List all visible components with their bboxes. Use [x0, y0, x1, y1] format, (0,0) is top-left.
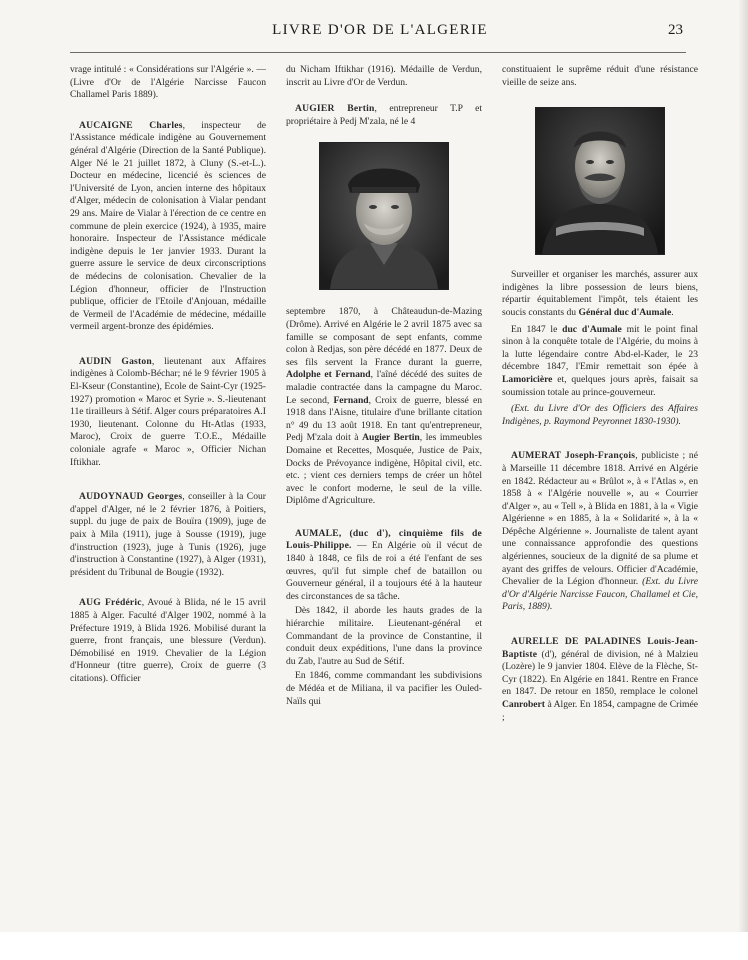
portrait-augier-image — [320, 143, 448, 289]
entry-aurelle — [502, 636, 698, 724]
entry-text: , les immeubles Domaine et Recettes, Mosquée, Justice de Paix, Docks de Prévoyance indigène, Hôpital civil, etc. etc. ; vient ces derniers temps de créer un hôtel avec le confort moderne, le seul de la ville. Diplôme d'Agriculture. — [286, 432, 482, 507]
column-right — [502, 64, 698, 732]
entry-augier-body — [286, 306, 482, 508]
entry-aumale — [286, 528, 482, 604]
column-left — [70, 64, 266, 694]
entry-text: mit le point final sinon à la conquête totale de l'Algérie, du moins à la lutte légendaire contre Abd-el-Kader, le 23 décembre 1847, l'Emir remettait son épée à — [502, 323, 698, 373]
entry-text-bold: Canrobert — [502, 699, 545, 710]
entry-text: Dès 1842, il aborde les hauts grades de la hiérarchie militaire. Lieutenant-général et Commandant de la province de Constantine, il conduit deux expéditions, l'une dans la province du Zab, l'autre au Sud de Sétif. — [286, 605, 482, 667]
entry-name: AUCAIGNE Charles — [79, 119, 183, 131]
entry-text-bold: Adolphe et Fernand — [286, 369, 371, 381]
entry-text-bold: Augier Bertin — [362, 432, 420, 444]
entry-text: , entrepreneur T.P et propriétaire à Pedj M'zala, né le 4 — [286, 103, 482, 127]
continuation-text: vrage intitulé : « Considérations sur l'Algérie ». — (Livre d'Or de l'Algérie Narcisse Faucon Challamel Paris 1889). — [70, 64, 266, 101]
portrait-augier-photo — [319, 142, 449, 290]
entry-text: , Croix de guerre, blessé en 1918 dans l'Aisne, titulaire d'une brillante citation n° 49 du 13 août 1918. En tant qu'entrepreneur, Pedj M'zala doit à — [286, 394, 482, 444]
entry-text: (d'), général de division, né à Malzieu (Lozère) le 9 janvier 1804. Elève de la Flèche, St-Cyr (1822). En Algérie en 1841. Rentre en France en 1847. De retour en 1850, remplace le colonel — [502, 648, 698, 698]
entry-text: à Alger. En 1854, campagne de Crimée ; — [502, 699, 698, 723]
entry-name: AUGIER Bertin — [295, 103, 375, 115]
entry-name: AUMERAT Joseph-François — [511, 450, 636, 462]
entry-text-bold: Lamoricière — [502, 373, 553, 385]
entry-name: AUDOYNAUD Georges — [79, 491, 183, 503]
entry-continuation — [286, 64, 482, 89]
entry-text: , l'aîné décédé des suites de maladie contractée dans la campagne du Maroc. Le second, — [286, 369, 482, 406]
page-number: 23 — [668, 22, 683, 38]
column-middle — [286, 64, 482, 716]
entry-text-bold: duc d'Aumale — [562, 323, 622, 335]
entry-audin — [70, 356, 266, 469]
entry-aumale-continued: Surveiller et organiser les marchés, assurer aux indigènes la libre possession de leurs biens, répartir équitablement l'impôt, tels étaient les soucis constants du Général duc d'Aumale. — [502, 269, 698, 318]
source-citation: (Ext. du Livre d'Or des Officiers des Affaires Indigènes, p. Raymond Peyronnet 1830-1930). — [502, 403, 698, 427]
entry-continuation — [70, 64, 266, 102]
continuation-text: du Nicham Iftikhar (1916). Médaille de Verdun, inscrit au Livre d'Or de Verdun. — [286, 64, 482, 88]
entry-text: , publiciste ; né à Marseille 11 décembre 1818. Arrivé en Algérie en 1842. Rédacteur au « Brûlot », à « l'Atlas », en 1858 à « l'Algérie nouvelle », au « Courrier d'Alger », au « Tell », à Blida en 1881, à la « Vigie Algérienne » en 1885, à la « Solidarité », à la « Dépêche Algérienne ». Journaliste de talent ayant une connaissance approfondie des questions algériennes, soucieux de la dignité de sa plume et ayant des griffes de velours. Officier d'Académie, Chevalier de la Légion d'honneur. — [502, 450, 698, 588]
entry-text: , inspecteur de l'Assistance médicale indigène au Gouvernement général d'Algérie (Direction de la Santé Publique). Alger Né le 21 juillet 1872, à Cluny (S.-et-L.). Docteur en médecine, licencié ès sciences de l'Université de Lyon, ancien interne des hôpitaux d'Alger, médecin de colonisation à Vialar pendant 29 ans. Maire de Vialar à l'érection de ce centre en commune de plein exercice (1924), à 1935, maire honoraire. Inspecteur de l'Assistance médicale indigène depuis le 1er janvier 1933. Durant la guerre assure le service de deux circonscriptions de médecins de colonisation. Chevalier de la Légion d'honneur, officier de l'Instruction publique, officier de l'Etoile d'Anjouan, médaille de Vermeil de l'Académie de médecine, médaille vermeil argent-bronze des épidémies. — [70, 119, 266, 333]
scan-bottom-margin — [0, 932, 748, 960]
entry-text: En 1846, comme commandant les subdivisions de Médéa et de Miliana, il va pacifier les Ouled-Naïls qui — [286, 670, 482, 707]
entry-name: AURELLE DE PALADINES Louis-Jean-Baptiste — [502, 636, 698, 660]
running-title: LIVRE D'OR DE L'ALGERIE — [272, 22, 488, 38]
entry-continuation — [502, 64, 698, 89]
page-header — [0, 22, 748, 44]
entry-aumale-para3 — [286, 670, 482, 708]
entry-name: AUG Frédéric — [79, 597, 142, 609]
source-citation: (Ext. du Livre d'Or d'Algérie Narcisse Faucon, Challamel et Cie, Paris, 1889). — [502, 576, 698, 613]
entry-aumale-1847 — [502, 324, 698, 400]
entry-aumerat — [502, 450, 698, 614]
entry-audoynaud — [70, 491, 266, 579]
entry-augier — [286, 103, 482, 128]
entry-name: AUMALE, (duc d'), cinquième fils de Louis-Philippe. — [286, 527, 482, 552]
page-edge-shadow — [738, 0, 748, 960]
portrait-aumale-photo — [535, 107, 665, 255]
entry-text: septembre 1870, à Châteaudun-de-Mazing (Drôme). Arrivé en Algérie le 2 avril 1875 avec sa famille se composant de sept enfants, comme colon à Redjas, son père décédé en 1877. Deux de ses fils servent la France durant la guerre, — [286, 306, 482, 368]
entry-aucaigne — [70, 120, 266, 334]
entry-text: Surveiller et organiser les marchés, assurer aux indigènes la libre possession de leurs biens, répartir équitablement l'impôt, tels étaient les soucis constants du — [502, 269, 698, 318]
entry-aumale-source — [502, 403, 698, 428]
entry-aumale-para2 — [286, 605, 482, 668]
entry-text: , conseiller à la Cour d'appel d'Alger, né le 2 février 1876, à Poitiers, suppl. du juge de paix de Bouïra (1909), juge de paix à Mila (1911), juge à Sousse (1919), juge d'instruction (1923), juge à Tunis (1926), juge d'instruction à Constantine (1927), à Alger (1931), président du Tribunal de Bougie (1932). — [70, 491, 266, 578]
entry-text: , lieutenant aux Affaires indigènes à Colomb-Béchar; né le 9 février 1905 à El-Kseur (Constantine), Ecole de Saint-Cyr (1925-1927) promotion « Maroc et Syrie ». S.-lieutenant 11e tirailleurs à Sétif. Alger cours préparatoires A.I 1930, lieutenant. Colonne du Ht-Atlas (1933, Maroc), Croix de guerre T.O.E., Médaille coloniale agrafe « Maroc », Officier Nichan Iftikhar. — [70, 355, 266, 468]
header-rule — [70, 52, 686, 53]
entry-text: , Avoué à Blida, né le 15 avril 1885 à Alger. Faculté d'Alger 1902, nommé à la Préfecture 1919, à Blida 1926. Mobilisé durant la guerre, front français, une blessure (Verdun). Démobilisé en 1919. Chevalier de la Légion d'Honneur (titre guerre), Croix de guerre (3 citations). Officier — [70, 597, 266, 684]
entry-text-bold: Fernand — [333, 394, 369, 406]
entry-text: — En Algérie où il vécut de 1840 à 1848, ce fils de roi a été l'enfant de ses œuvres, qu'il fut simple chef de bataillon ou Gouverneur général, il a toujours été à la hauteur des circonstances de sa tâche. — [286, 540, 482, 602]
continuation-text: constituaient le suprême réduit d'une résistance vieille de seize ans. — [502, 64, 698, 88]
entry-text: et, quelques jours après, faisait sa soumission totale au prince-gouverneur. — [502, 373, 698, 398]
entry-text-bold: Général duc d'Aumale — [578, 306, 672, 318]
portrait-aumale-image — [536, 108, 664, 254]
entry-text: En 1847 le — [511, 323, 563, 335]
entry-aug — [70, 597, 266, 685]
entry-name: AUDIN Gaston — [79, 355, 152, 367]
